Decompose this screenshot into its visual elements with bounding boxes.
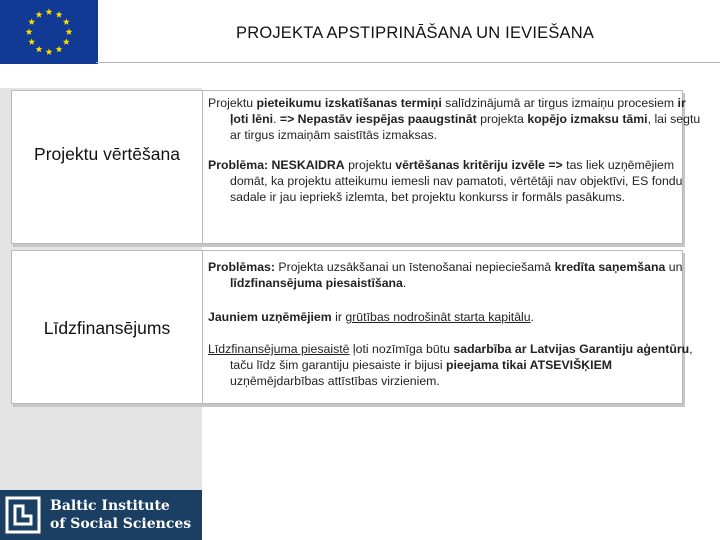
eu-flag-icon — [0, 0, 98, 64]
bissi-logo-icon — [5, 496, 41, 534]
eu-star-icon — [46, 48, 53, 55]
eu-star-icon — [28, 38, 35, 45]
eu-star-icon — [26, 28, 33, 35]
column-divider — [202, 251, 203, 403]
row-label: Līdzfinansējums — [43, 318, 171, 338]
title-divider — [96, 62, 720, 63]
bullet-paragraph: Problēmas: Projekta uzsākšanai un īstenošanai nepieciešamā kredīta saņemšana un līdzfinansējuma piesaistīšana. — [208, 260, 683, 290]
eu-star-icon — [28, 18, 35, 25]
row-lidzfinansejums — [11, 250, 693, 404]
row-label: Projektu vērtēšana — [34, 144, 180, 164]
eu-star-icon — [66, 28, 73, 35]
page-title: PROJEKTA APSTIPRINĀŠANA UN IEVIEŠANA — [236, 24, 595, 42]
logo-line-1: Baltic Institute — [50, 498, 170, 514]
eu-star-icon — [56, 46, 63, 53]
column-divider — [202, 91, 203, 243]
eu-star-icon — [36, 11, 43, 18]
eu-star-icon — [63, 18, 70, 25]
bullet-paragraph: Jauniem uzņēmējiem ir grūtības nodrošināt starta kapitālu. — [208, 310, 535, 324]
row-projektu-vertesana — [11, 90, 701, 244]
logo-line-2: of Social Sciences — [50, 516, 192, 532]
eu-star-icon — [36, 46, 43, 53]
bullet-paragraph: Projektu pieteikumu izskatīšanas termiņi salīdzinājumā ar tirgus izmaiņu procesiem ir ļoti lēni. => Nepastāv iespējas paaugstināt projekta kopējo izmaksu tāmi, lai segtu ar tirgus izmaiņām saistītās izmaksas. — [208, 96, 701, 142]
bissi-logo — [0, 490, 202, 540]
eu-star-icon — [46, 8, 53, 15]
bullet-paragraph: Problēma: NESKAIDRA projektu vērtēšanas kritēriju izvēle => tas liek uzņēmējiem domāt, ka projektu atteikumu iemesli nav pamatoti, vērtētāji nav objektīvi, ES fondu sadale ir jau iepriekš izlemta, bet projektu konkurss ir formāls pasākums. — [208, 158, 683, 204]
eu-star-icon — [63, 38, 70, 45]
eu-star-icon — [56, 11, 63, 18]
bullet-paragraph: Līdzfinansējuma piesaistē ļoti nozīmīga būtu sadarbība ar Latvijas Garantiju aģentūru, taču līdz šim garantiju piesaiste ir bijusi pieejama tikai ATSEVIŠĶIEM uzņēmējdarbības attīstības virzieniem. — [208, 342, 693, 388]
